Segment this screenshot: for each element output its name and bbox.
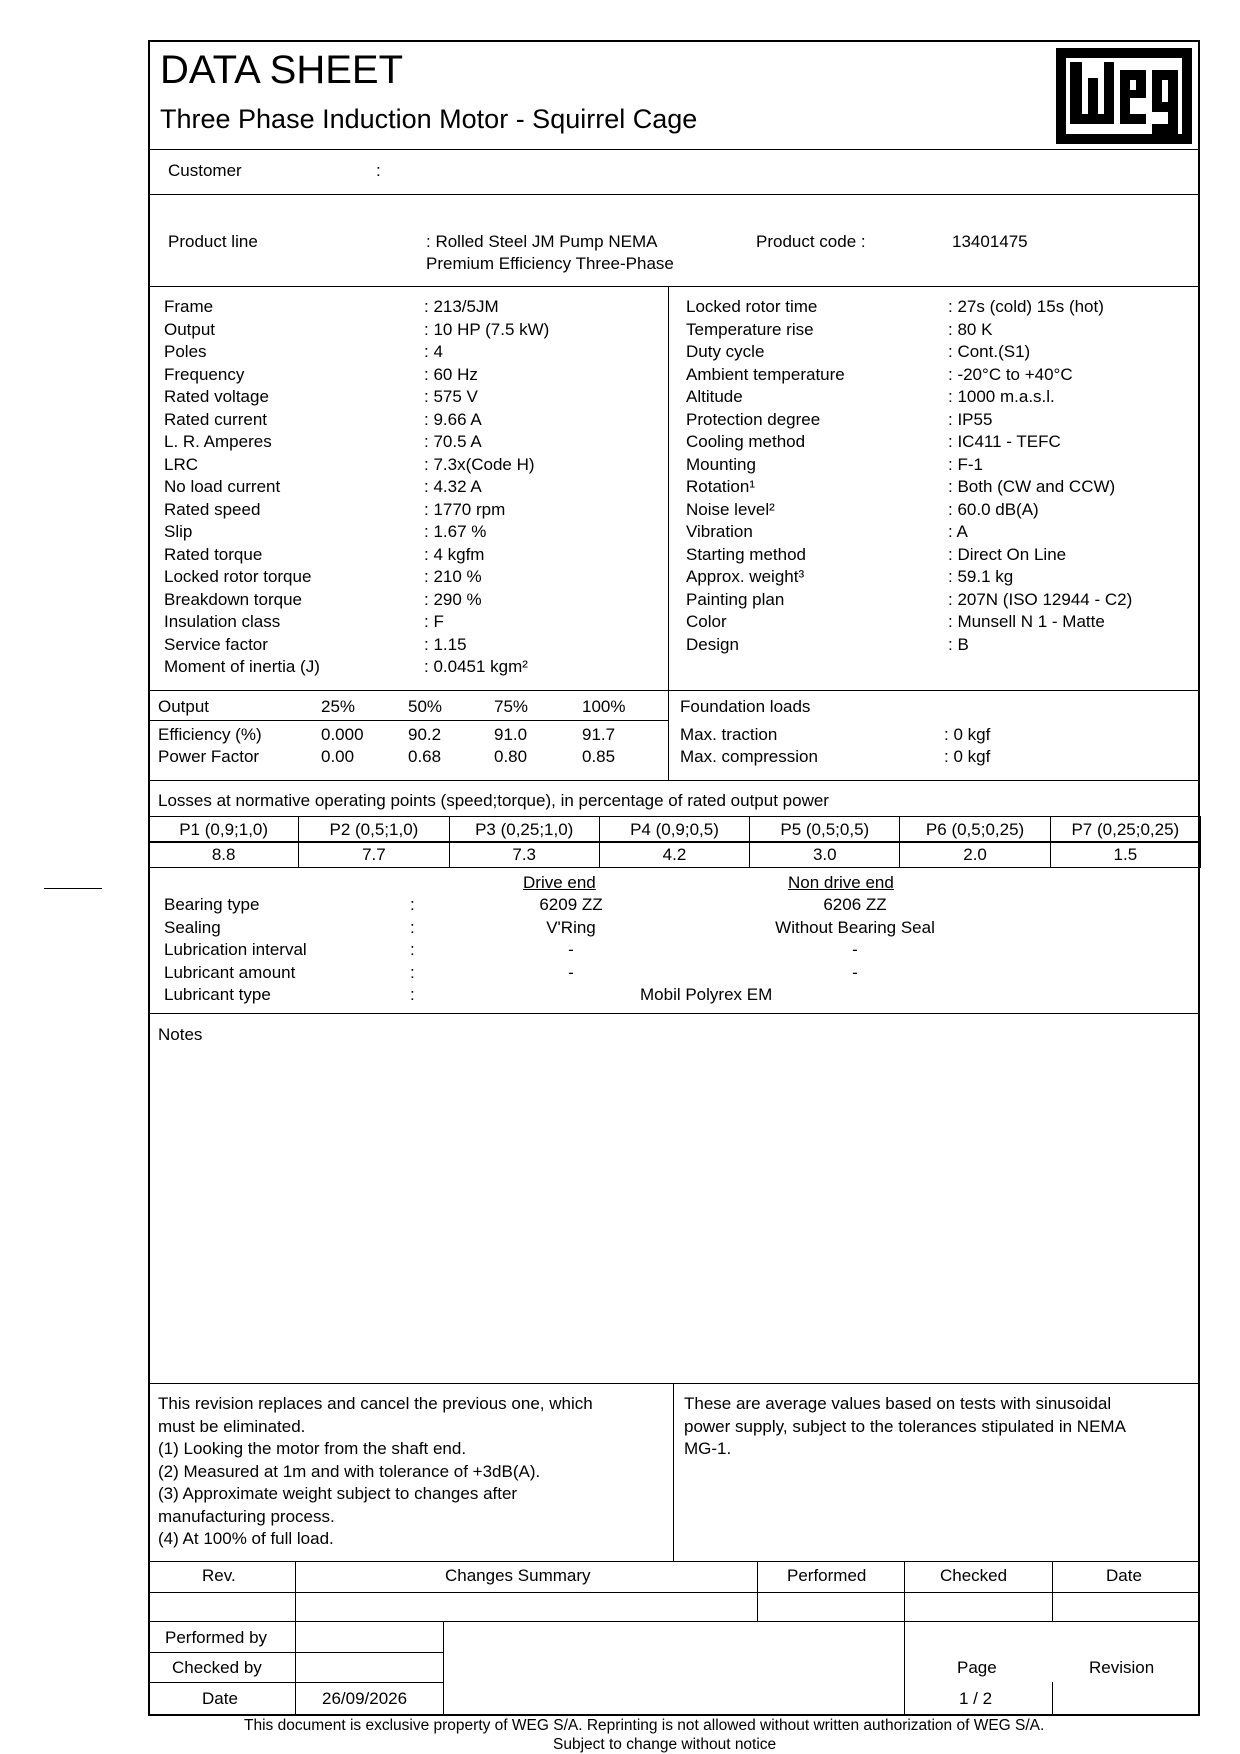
footnote-line: (3) Approximate weight subject to changes after xyxy=(158,1484,518,1503)
footnote-line: (2) Measured at 1m and with tolerance of +3dB(A). xyxy=(158,1461,541,1481)
spec-value: : 207N (ISO 12944 - C2) xyxy=(948,589,1133,609)
lubricant-type-label: Lubricant type xyxy=(164,985,271,1004)
bearing-de-value: V'Ring xyxy=(546,917,596,937)
spec-value: : F-1 xyxy=(948,454,983,474)
spec-label: Slip xyxy=(164,522,193,541)
spec-value: : 290 % xyxy=(424,589,482,609)
bearing-nde-value: - xyxy=(852,962,858,982)
page-subtitle: Three Phase Induction Motor - Squirrel Cage xyxy=(160,104,698,134)
spec-label: Rated speed xyxy=(164,499,261,519)
spec-value: : 575 V xyxy=(424,387,478,406)
losses-value-cell: 7.3 xyxy=(449,841,600,868)
spec-label: LRC xyxy=(164,454,199,474)
spec-label: Frequency xyxy=(164,364,245,384)
bearing-nde-value: Without Bearing Seal xyxy=(775,917,935,937)
spec-value: : 27s (cold) 15s (hot) xyxy=(948,297,1104,316)
perf-cell: Power Factor xyxy=(158,747,260,766)
spec-label: Altitude xyxy=(686,387,743,406)
perf-cell: 0.00 xyxy=(321,747,355,766)
losses-value-cell: 2.0 xyxy=(899,841,1050,868)
spec-value: : IC411 - TEFC xyxy=(948,432,1061,451)
customer-sep: : xyxy=(376,161,381,180)
bearing-de-value: - xyxy=(568,962,574,982)
losses-header-cell: P4 (0,9;0,5) xyxy=(599,816,750,843)
losses-header-cell: P7 (0,25;0,25) xyxy=(1050,816,1201,843)
spec-value: : 210 % xyxy=(424,567,482,586)
product-line-value-1: : Rolled Steel JM Pump NEMA xyxy=(426,232,658,251)
perf-cell: 90.2 xyxy=(408,725,442,744)
losses-title: Losses at normative operating points (speed;torque), in percentage of rated output power xyxy=(158,791,829,810)
perf-cell: 0.000 xyxy=(321,725,364,744)
spec-value: : A xyxy=(948,522,968,541)
spec-value: : 4 kgfm xyxy=(424,544,485,564)
product-code-value: 13401475 xyxy=(952,232,1028,251)
footnote-line: These are average values based on tests with sinusoidal xyxy=(684,1394,1112,1413)
footer-line-1: This document is exclusive property of WEG S/A. Reprinting is not allowed without written authorization of WEG S/A. xyxy=(244,1717,1045,1734)
spec-label: Noise level² xyxy=(686,499,775,519)
foundation-value: : 0 kgf xyxy=(944,747,991,766)
losses-header-cell: P2 (0,5;1,0) xyxy=(298,816,449,843)
spec-label: Cooling method xyxy=(686,432,806,451)
spec-value: : 0.0451 kgm² xyxy=(424,657,528,676)
footer-line-2: Subject to change without notice xyxy=(553,1736,777,1753)
spec-label: Painting plan xyxy=(686,589,785,609)
page-title: DATA SHEET xyxy=(160,48,404,92)
weg-logo-icon xyxy=(1056,48,1192,144)
losses-header-cell: P6 (0,5;0,25) xyxy=(899,816,1050,843)
bearing-sep: : xyxy=(410,962,415,982)
foundation-title: Foundation loads xyxy=(680,697,811,716)
spec-label: Duty cycle xyxy=(686,342,765,361)
customer-label: Customer xyxy=(168,161,242,180)
spec-label: Breakdown torque xyxy=(164,589,302,609)
footnote-line: (1) Looking the motor from the shaft end. xyxy=(158,1439,467,1458)
perf-header-line xyxy=(148,720,668,721)
bearing-sep: : xyxy=(410,895,415,914)
losses-value-cell: 3.0 xyxy=(749,841,900,868)
bearing-de-value: - xyxy=(568,940,574,959)
perf-cell: 0.80 xyxy=(494,747,528,766)
bearing-label: Lubricant amount xyxy=(164,962,296,982)
losses-value-cell: 4.2 xyxy=(599,841,750,868)
foundation-value: : 0 kgf xyxy=(944,725,991,744)
bearing-label: Lubrication interval xyxy=(164,940,307,959)
spec-value: : 1.67 % xyxy=(424,522,487,541)
date-header: Date xyxy=(1106,1566,1142,1585)
footnote-line: must be eliminated. xyxy=(158,1416,306,1436)
spec-label: Insulation class xyxy=(164,612,281,631)
non-drive-end-heading: Non drive end xyxy=(788,873,894,892)
weg-logo xyxy=(1056,48,1192,144)
checked-header: Checked xyxy=(940,1566,1008,1585)
losses-value-cell: 8.8 xyxy=(148,841,299,868)
drive-end-heading: Drive end xyxy=(523,873,596,892)
losses-header-cell: P5 (0,5;0,5) xyxy=(749,816,900,843)
spec-value: : 60.0 dB(A) xyxy=(948,499,1039,519)
perf-header-cell: 75% xyxy=(494,697,529,716)
perf-header-cell: Output xyxy=(158,697,210,716)
spec-label: Rated current xyxy=(164,409,267,429)
spec-label: Rotation¹ xyxy=(686,477,755,496)
spec-value: : 1.15 xyxy=(424,634,467,654)
footnote-line: This revision replaces and cancel the previous one, which xyxy=(158,1394,593,1413)
spec-label: L. R. Amperes xyxy=(164,432,272,451)
spec-value: : F xyxy=(424,612,444,631)
lubricant-type-sep: : xyxy=(410,985,415,1004)
bearing-sep: : xyxy=(410,940,415,959)
spec-value: : 10 HP (7.5 kW) xyxy=(424,319,550,339)
perf-cell: 91.0 xyxy=(494,725,528,744)
foundation-label: Max. compression xyxy=(680,747,818,766)
revision-label: Revision xyxy=(1089,1658,1155,1677)
spec-label: Locked rotor time xyxy=(686,297,818,316)
page-value: 1 / 2 xyxy=(959,1689,993,1708)
spec-value: : Munsell N 1 - Matte xyxy=(948,612,1105,631)
spec-value: : Both (CW and CCW) xyxy=(948,477,1116,496)
perf-cell: 0.85 xyxy=(582,747,616,766)
bearing-sep: : xyxy=(410,917,415,937)
bearing-nde-value: - xyxy=(852,940,858,959)
spec-value: : 60 Hz xyxy=(424,364,478,384)
specs-divider xyxy=(668,286,669,690)
footnote-line: manufacturing process. xyxy=(158,1506,335,1526)
spec-value: : -20°C to +40°C xyxy=(948,364,1073,384)
spec-value: : 213/5JM xyxy=(424,297,499,316)
spec-value: : IP55 xyxy=(948,409,993,429)
spec-label: Ambient temperature xyxy=(686,364,845,384)
spec-value: : Direct On Line xyxy=(948,544,1067,564)
rev-header: Rev. xyxy=(202,1566,236,1585)
spec-value: : 9.66 A xyxy=(424,409,482,429)
perf-header-cell: 100% xyxy=(582,697,626,716)
spec-value: : 59.1 kg xyxy=(948,567,1014,586)
spec-value: : 1000 m.a.s.l. xyxy=(948,387,1055,406)
footnote-line: power supply, subject to the tolerances stipulated in NEMA xyxy=(684,1416,1126,1436)
spec-value: : 70.5 A xyxy=(424,432,482,451)
product-line-value-2: Premium Efficiency Three-Phase xyxy=(426,254,674,273)
spec-value: : 1770 rpm xyxy=(424,499,506,519)
perf-header-cell: 50% xyxy=(408,697,443,716)
checked-by-label: Checked by xyxy=(172,1658,262,1677)
losses-header-cell: P1 (0,9;1,0) xyxy=(148,816,299,843)
spec-label: Rated torque xyxy=(164,544,263,564)
notes-title: Notes xyxy=(158,1025,203,1044)
spec-value: : 4 xyxy=(424,342,443,361)
spec-label: Protection degree xyxy=(686,409,821,429)
perf-cell: 91.7 xyxy=(582,725,616,744)
foundation-label: Max. traction xyxy=(680,725,778,744)
signoff-date-label: Date xyxy=(202,1689,238,1708)
spec-label: Vibration xyxy=(686,522,753,541)
spec-label: Service factor xyxy=(164,634,268,654)
spec-label: Moment of inertia (J) xyxy=(164,657,320,676)
spec-label: Poles xyxy=(164,342,207,361)
losses-header-cell: P3 (0,25;1,0) xyxy=(449,816,600,843)
losses-value-cell: 1.5 xyxy=(1050,841,1201,868)
footnote-line: (4) At 100% of full load. xyxy=(158,1529,334,1548)
spec-label: Temperature rise xyxy=(686,319,814,339)
lubricant-type-value: Mobil Polyrex EM xyxy=(640,985,773,1004)
losses-value-cell: 7.7 xyxy=(298,841,449,868)
spec-label: Design xyxy=(686,634,739,654)
spec-value: : 4.32 A xyxy=(424,477,482,496)
bearing-label: Bearing type xyxy=(164,895,260,914)
spec-label: Mounting xyxy=(686,454,756,474)
spec-label: Approx. weight³ xyxy=(686,567,805,586)
bearing-nde-value: 6206 ZZ xyxy=(823,895,887,914)
product-code-label: Product code : xyxy=(756,232,866,251)
footnote-line: MG-1. xyxy=(684,1439,732,1458)
spec-value: : B xyxy=(948,634,969,654)
margin-mark xyxy=(44,888,102,889)
spec-label: Output xyxy=(164,319,216,339)
perf-cell: Efficiency (%) xyxy=(158,725,262,744)
spec-value: : Cont.(S1) xyxy=(948,342,1031,361)
spec-value: : 7.3x(Code H) xyxy=(424,454,535,474)
spec-label: Frame xyxy=(164,297,214,316)
changes-summary-header: Changes Summary xyxy=(445,1566,591,1585)
spec-label: No load current xyxy=(164,477,281,496)
spec-label: Rated voltage xyxy=(164,387,269,406)
bearing-label: Sealing xyxy=(164,917,221,937)
spec-label: Locked rotor torque xyxy=(164,567,312,586)
performed-header: Performed xyxy=(787,1566,867,1585)
perf-header-cell: 25% xyxy=(321,697,356,716)
page-label: Page xyxy=(957,1658,997,1677)
perf-cell: 0.68 xyxy=(408,747,442,766)
product-line-label: Product line xyxy=(168,232,258,251)
bearing-de-value: 6209 ZZ xyxy=(539,895,603,914)
spec-label: Color xyxy=(686,612,727,631)
spec-label: Starting method xyxy=(686,544,807,564)
spec-value: : 80 K xyxy=(948,319,993,339)
signoff-date-value: 26/09/2026 xyxy=(322,1689,408,1708)
performed-by-label: Performed by xyxy=(165,1628,268,1647)
